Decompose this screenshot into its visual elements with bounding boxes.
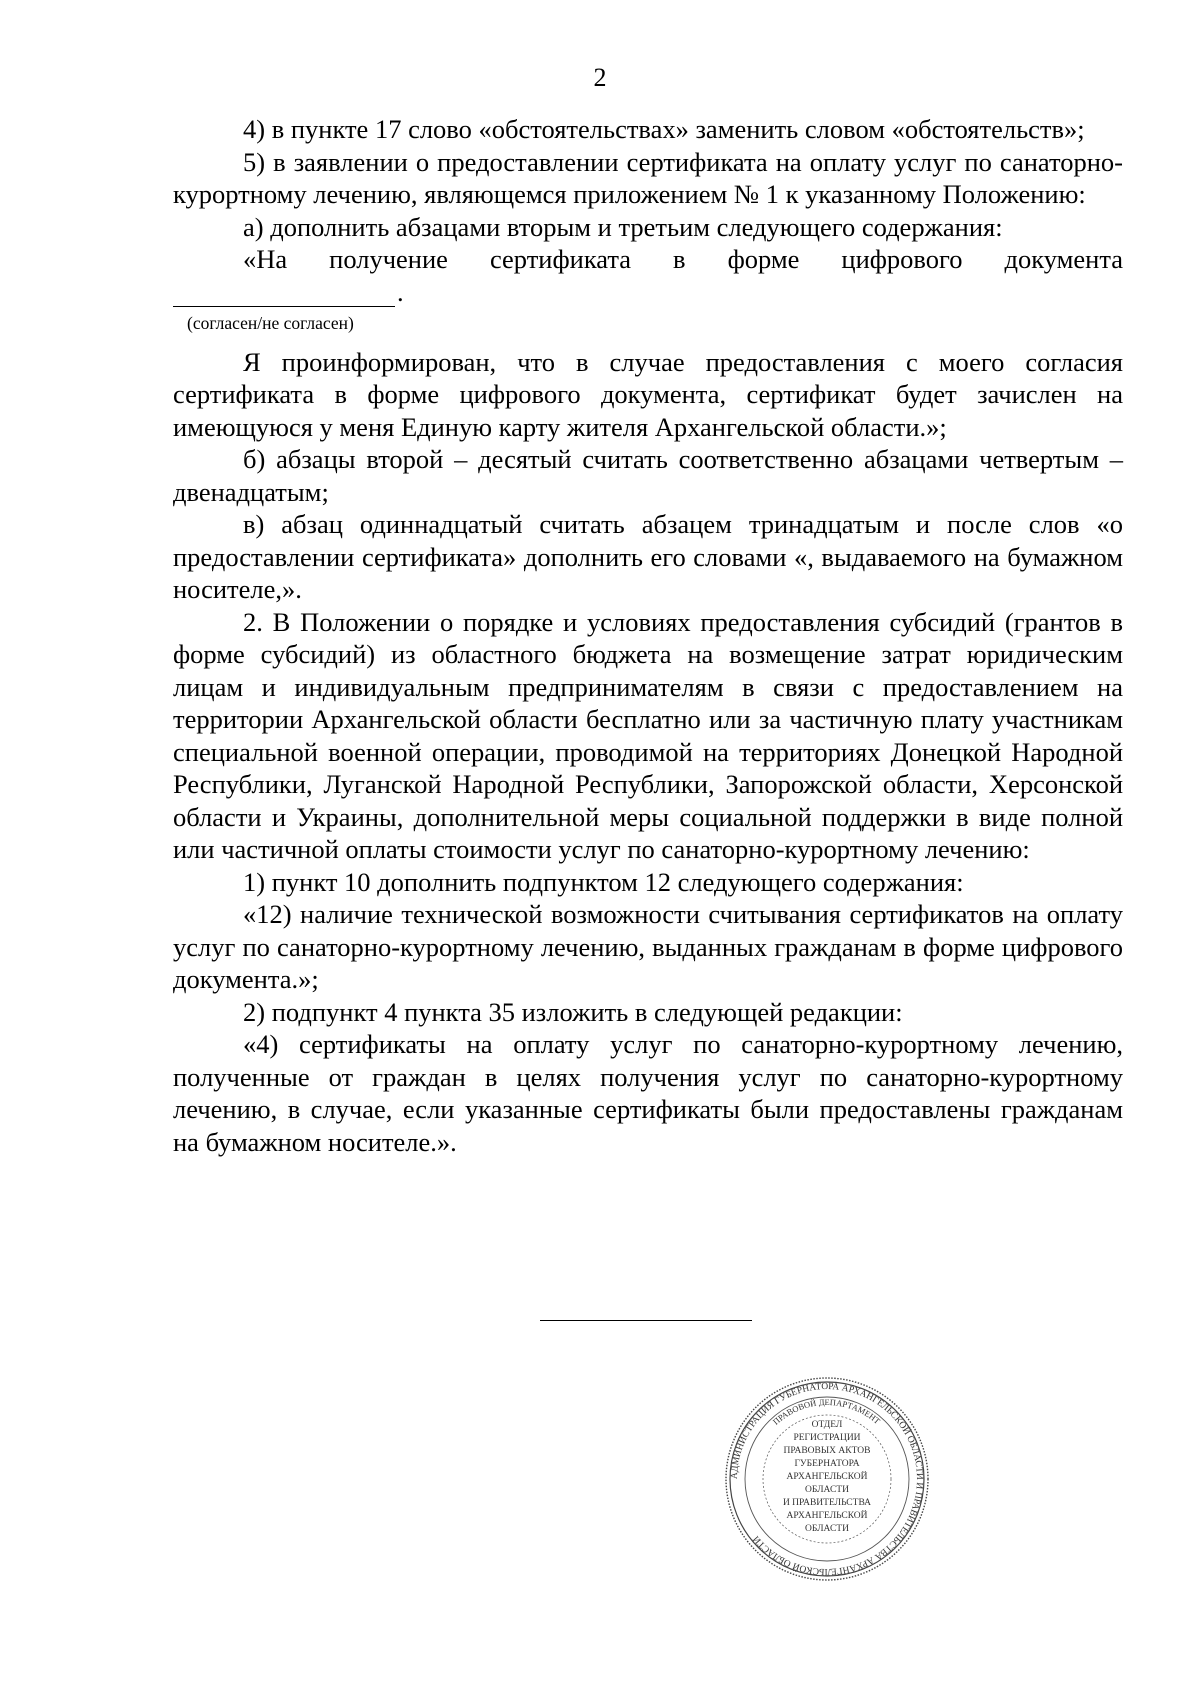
- registration-stamp: [723, 1375, 931, 1583]
- stamp-center-line: ОБЛАСТИ: [805, 1485, 849, 1495]
- consent-blank-caption: (согласен/не согласен): [187, 312, 354, 333]
- page-number: 2: [593, 63, 607, 92]
- paragraph: б) абзацы второй – десятый считать соответственно абзацами четвертым – двенадцатым;: [173, 444, 1123, 507]
- paragraph: «На получение сертификата в форме цифрового документа: [243, 244, 1123, 274]
- consent-blank-field: [173, 276, 1123, 310]
- paragraph: Я проинформирован, что в случае предоставления с моего согласия сертификата в форме цифрового документа, сертификат будет зачислен на имеющуюся у меня Единую карту жителя Архангельской области.»;: [173, 346, 1123, 442]
- paragraph: 4) в пункте 17 слово «обстоятельствах» заменить словом «обстоятельств»;: [243, 114, 1085, 144]
- consent-blank-underline: [173, 306, 395, 307]
- stamp-center-line: РЕГИСТРАЦИИ: [793, 1433, 861, 1443]
- paragraph: «4) сертификаты на оплату услуг по санаторно-курортному лечению, полученные от граждан в целях получения услуг по санаторно-курортному лечению, в случае, если указанные сертификаты были предоставлены гражданам на бумажном носителе.».: [173, 1029, 1123, 1157]
- stamp-center-line: ОТДЕЛ: [811, 1420, 843, 1430]
- consent-blank-end: .: [397, 276, 404, 307]
- stamp-center-line: ПРАВОВЫХ АКТОВ: [783, 1446, 871, 1456]
- paragraph: 2. В Положении о порядке и условиях предоставления субсидий (грантов в форме субсидий) из областного бюджета на возмещение затрат юридическим лицам и индивидуальным предпринимателям в связи с предоставлением на территории Архангельской области бесплатно или за частичную плату участникам специальной военной операции, проводимой на территориях Донецкой Народной Республики, Луганской Народной Республики, Запорожской области, Херсонской области и Украины, дополнительной меры социальной поддержки в виде полной или частичной оплаты стоимости услуг по санаторно-курортному лечению:: [173, 606, 1123, 864]
- stamp-center-text: [783, 1420, 871, 1534]
- end-of-document-rule: [540, 1320, 752, 1321]
- paragraph: 5) в заявлении о предоставлении сертификата на оплату услуг по санаторно-курортному лечению, являющемся приложением № 1 к указанному Положению:: [173, 146, 1123, 209]
- paragraph: а) дополнить абзацами вторым и третьим следующего содержания:: [243, 211, 1003, 242]
- stamp-center-line: АРХАНГЕЛЬСКОЙ: [786, 1472, 868, 1482]
- paragraph: в) абзац одиннадцатый считать абзацем тринадцатым и после слов «о предоставлении сертификата» дополнить его словами «, выдаваемого на бумажном носителе,».: [173, 509, 1123, 604]
- paragraph: 2) подпункт 4 пункта 35 изложить в следующей редакции:: [243, 996, 903, 1027]
- document-body: [173, 113, 1123, 1158]
- paragraph: «12) наличие технической возможности считывания сертификатов на оплату услуг по санаторно-курортному лечению, выданных гражданам в форме цифрового документа.»;: [173, 899, 1123, 994]
- stamp-center-line: АРХАНГЕЛЬСКОЙ: [786, 1511, 868, 1521]
- stamp-inner-ring-text: ПРАВОВОЙ ДЕПАРТАМЕНТ: [770, 1396, 883, 1427]
- stamp-ring-text: АДМИНИСТРАЦИЯ ГУБЕРНАТОРА АРХАНГЕЛЬСКОЙ ОБЛАСТИ И ПРАВИТЕЛЬСТВА АРХАНГЕЛЬСКОЙ ОБЛАСТИ: [729, 1381, 925, 1577]
- stamp-center-line: И ПРАВИТЕЛЬСТВА: [782, 1498, 872, 1508]
- stamp-center-line: ОБЛАСТИ: [805, 1524, 849, 1534]
- paragraph: 1) пункт 10 дополнить подпунктом 12 следующего содержания:: [243, 866, 964, 897]
- stamp-center-line: ГУБЕРНАТОРА: [794, 1459, 860, 1469]
